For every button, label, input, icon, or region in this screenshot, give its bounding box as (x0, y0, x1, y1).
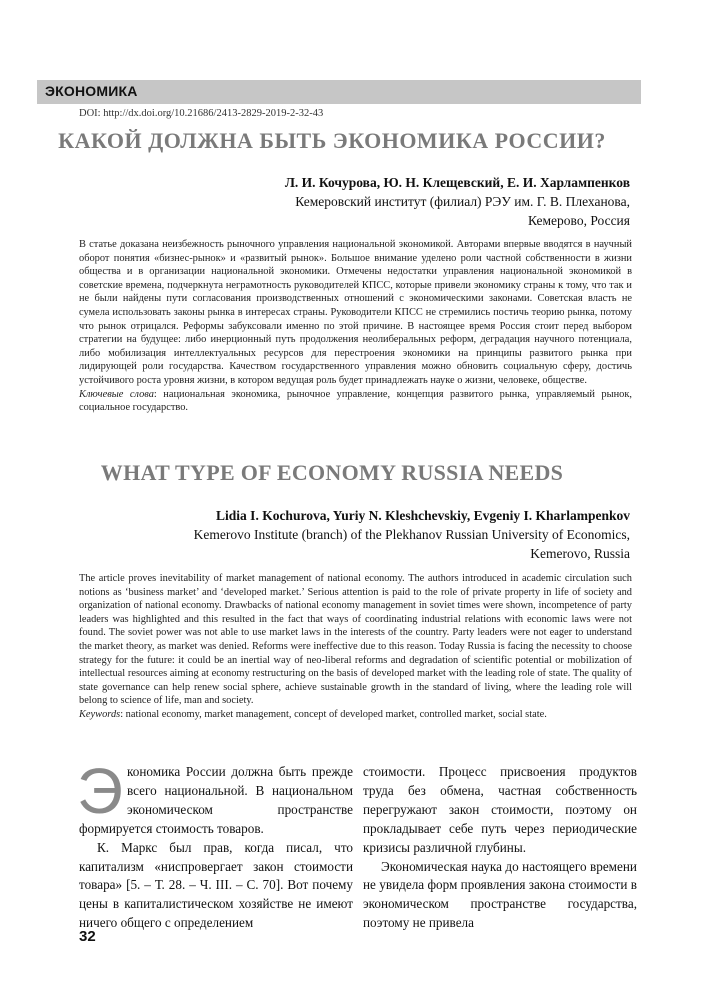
keywords-text-ru: : национальная экономика, рыночное управление, концепция развитого рынка, управляемый рынок, социальное государство. (79, 388, 633, 414)
keywords-label-ru: Ключевые слова (79, 388, 154, 400)
article-title-ru: КАКОЙ ДОЛЖНА БЫТЬ ЭКОНОМИКА РОССИИ? (58, 128, 606, 153)
body-paragraph: стоимости. Процесс присвоения продуктов труда без обмена, частная собственность перегружают закон стоимости, поэтому он прокладывает себе путь через периодические кризисы различной глубины. (363, 764, 637, 855)
drop-cap: Э (77, 755, 123, 827)
section-label: ЭКОНОМИКА (45, 83, 138, 99)
abstract-en (79, 572, 632, 722)
body-column-right (363, 763, 637, 933)
abstract-ru-text: В статье доказана неизбежность рыночного управления национальной экономикой. Авторами впервые вводятся в научный оборот понятия «бизнес-рынок» и «развитый рынок». Большое внимание уделено роли частной собственности в жизни общества и в организации национальной экономики. Отмечены недостатки управления национальной экономикой в советские времена, подчеркнута неграмотность руководителей КПСС, которые привели экономику страны к тому, что так и не были найдены пути согласования производственных отношений с экономическими законами. Советская власть не сумела использовать законы рынка в интересах страны. Руководители КПСС не стремились постичь теорию рынка, потому что рынок отрицался. Реформы забуксовали именно по этой причине. В настоящее время Россия стоит перед выбором стратегии на будущее: либо инерционный путь продолжения неолиберальных реформ, деградация научного потенциала, либо мобилизация интеллектуальных ресурсов для перестроения экономики на принципы развитого рынка при лидирующей роли государства. Качеством государственного управления можно обновить социальную сферу, достичь устойчивого роста уровня жизни, в котором ведущая роль будет принадлежать науке о жизни, человеке, обществе. (79, 239, 632, 386)
page-number: 32 (79, 928, 96, 945)
keywords-text-en: : national economy, market management, concept of developed market, controlled market, social state. (120, 708, 547, 720)
abstract-en-text: The article proves inevitability of market management of national economy. The authors introduced in academic circulation such notions as ‘business market’ and ‘developed market.’ Serious attention is paid to the role of private property in life of society and organization of national economy. Drawbacks of national economy management in soviet times were shown, incompetence of party leaders was highlighted and this resulted in the fact that ways of coordinating industrial relations with economic laws were not found. The soviet power was not able to use market laws in the interests of the country. Party leaders were not eager to understand the market theory, as market was denied. Reforms were ineffective due to this reason. Today Russia is facing the necessity to choose strategy for the future: it could be an inertial way of neo-liberal reforms and degradation of scientific potential or mobilization of intellectual resources aiming at economy restructuring on the basis of developed market with the leading role of state. The quality of state governance can help renew social sphere, achieve sustainable growth in the standard of living, where the leading role will belong to science of life, man and society. (79, 573, 632, 707)
keywords-ru (79, 388, 632, 415)
body-paragraph: К. Маркс был прав, когда писал, что капитализм «ниспровергает закон стоимости товара» [5. – Т. 28. – Ч. III. – С. 70]. Вот почему цены в капиталистическом хозяйстве не имеют ничего общего с определением (79, 839, 353, 931)
article-title-en: WHAT TYPE OF ECONOMY RUSSIA NEEDS (100, 460, 564, 485)
keywords-en (79, 708, 632, 722)
authors-block-ru (285, 173, 630, 230)
body-column-left (77, 755, 353, 933)
body-paragraph (77, 755, 353, 839)
body-paragraph: Экономическая наука до настоящего времени не увидела форм проявления закона стоимости в экономическом пространстве государства, поэтому не привела (363, 858, 637, 931)
authors-block-en (194, 506, 630, 563)
affiliation-ru-line1: Кемеровский институт (филиал) РЭУ им. Г. В. Плеханова, (295, 194, 630, 209)
abstract-ru (79, 238, 632, 415)
section-header-bar (37, 80, 641, 104)
body-text: кономика России должна быть прежде всего национальной. В национальном экономическом пространстве формируется стоимость товаров. (79, 764, 353, 836)
affiliation-en-line2: Kemerovo, Russia (530, 546, 630, 561)
keywords-label-en: Keywords (79, 708, 121, 720)
affiliation-en-line1: Kemerovo Institute (branch) of the Plekhanov Russian University of Economics, (193, 527, 630, 542)
affiliation-ru-line2: Кемерово, Россия (528, 213, 630, 228)
author-names-ru: Л. И. Кочурова, Ю. Н. Клещевский, Е. И. Харлампенков (284, 175, 630, 190)
author-names-en: Lidia I. Kochurova, Yuriy N. Kleshchevskiy, Evgeniy I. Kharlampenkov (216, 508, 630, 523)
doi-line: DOI: http://dx.doi.org/10.21686/2413-2829-2019-2-32-43 (79, 108, 324, 119)
